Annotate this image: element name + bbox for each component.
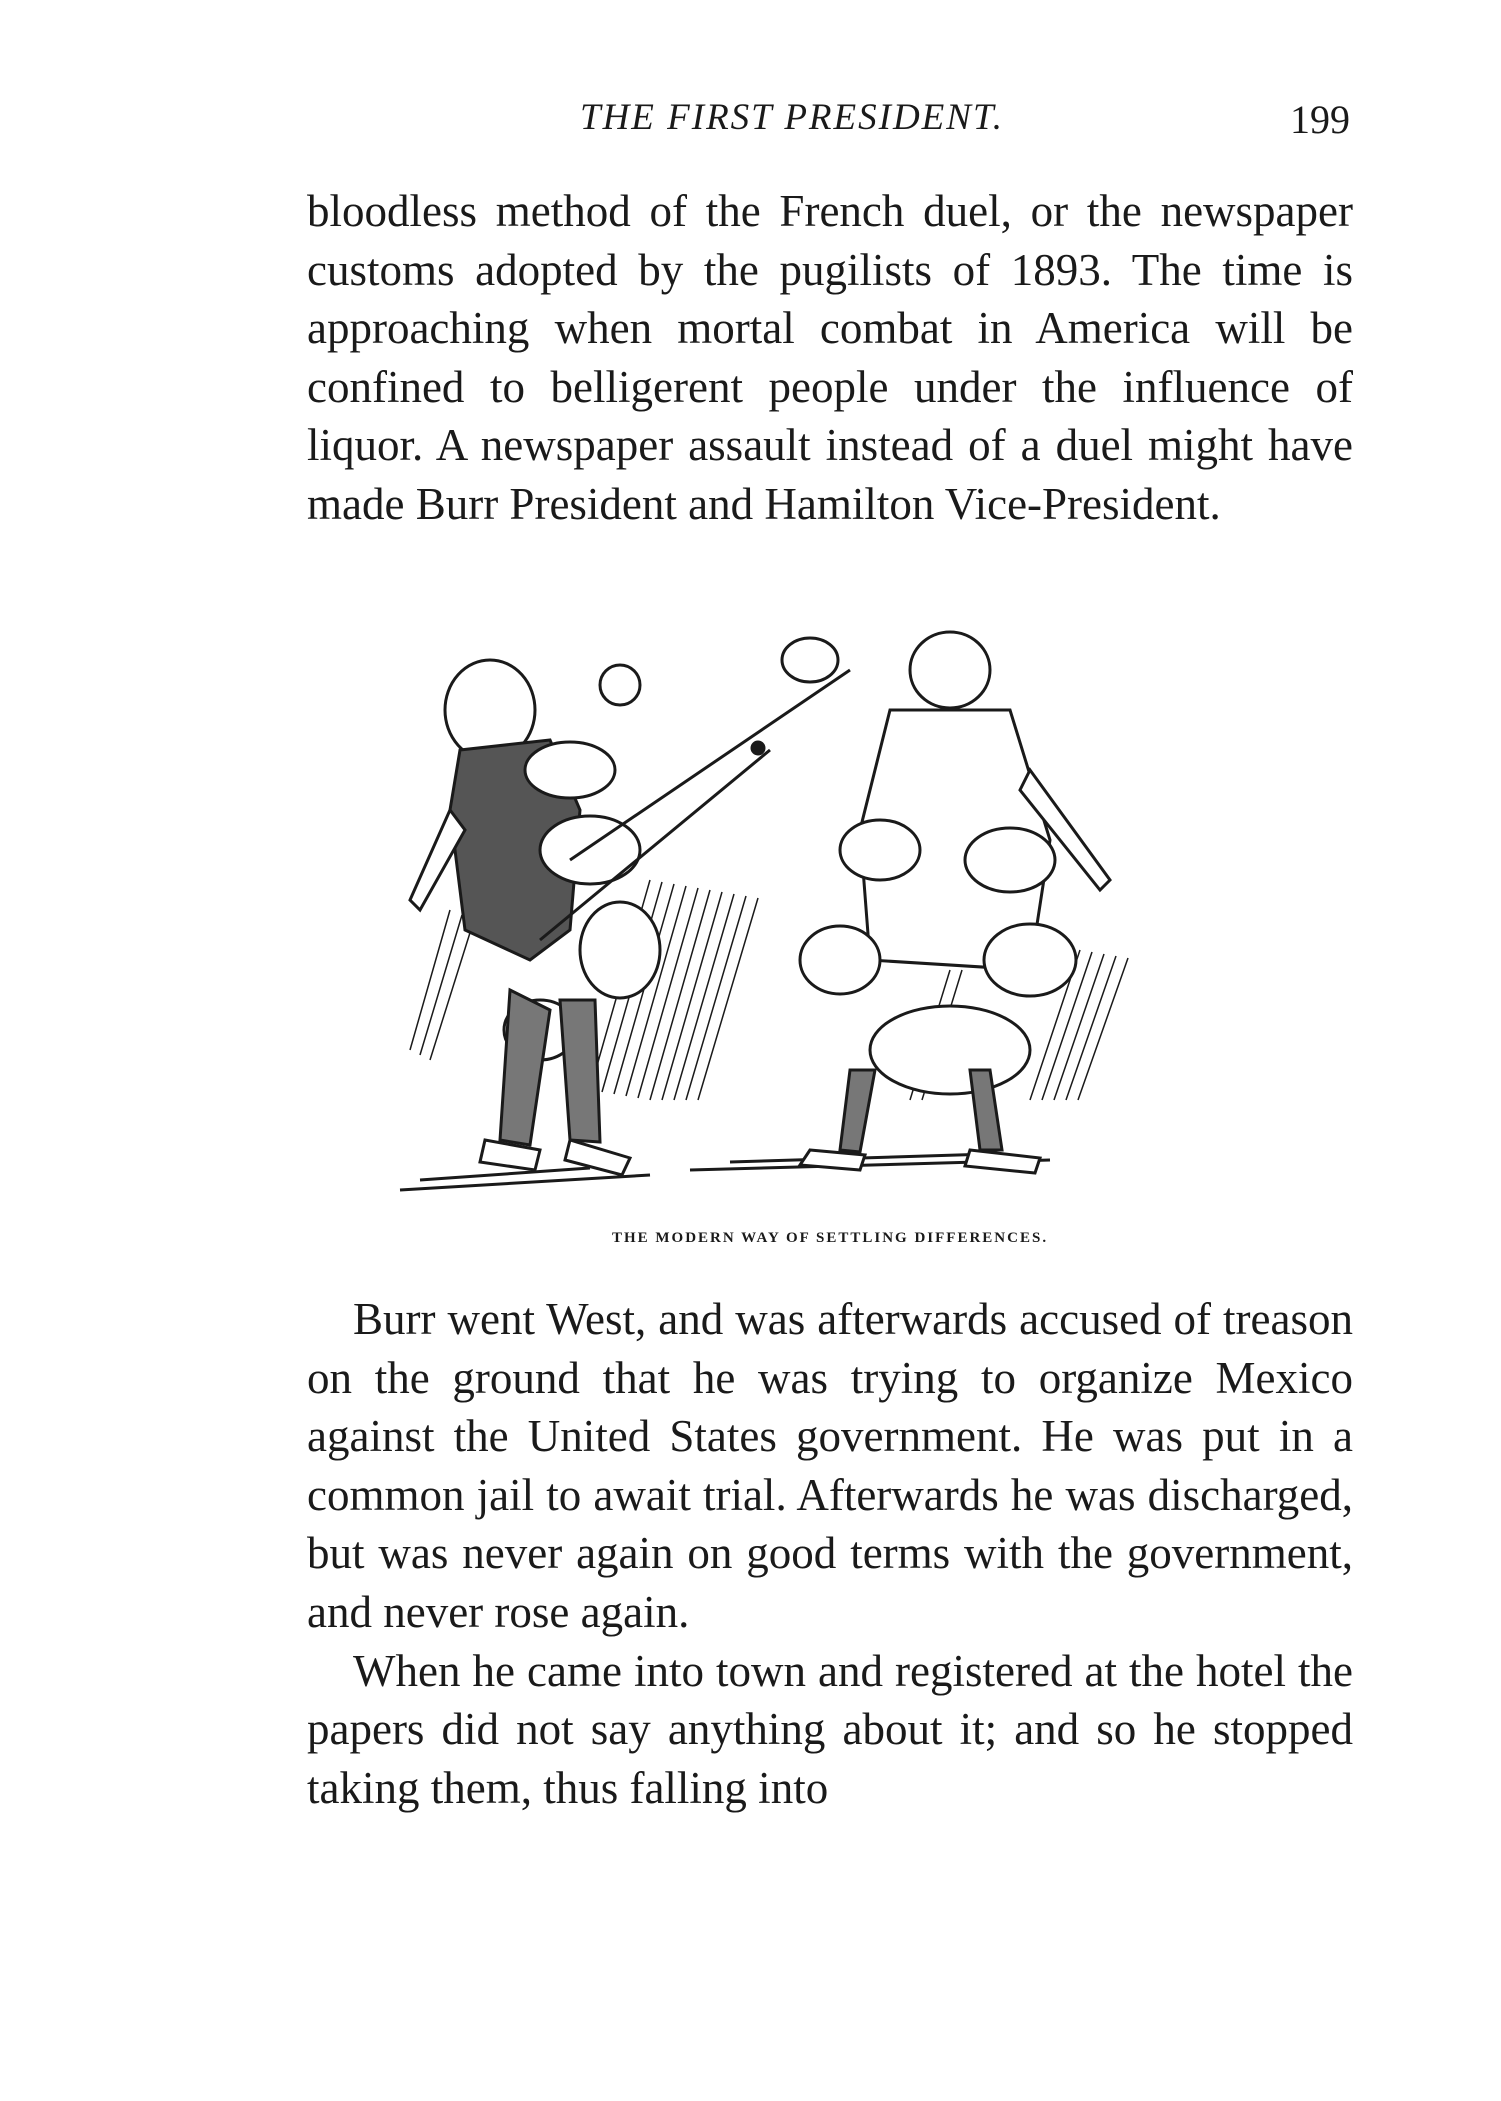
body-text-bottom xyxy=(307,1290,1353,1817)
running-head xyxy=(300,96,1350,146)
fencing-illustration xyxy=(390,630,1170,1210)
figure-caption: THE MODERN WAY OF SETTLING DIFFERENCES. xyxy=(611,1230,1049,1246)
paragraph: Burr went West, and was afterwards accused of treason on the ground that he was trying to organize Mexico against the United States government. He was put in a common jail to await trial. Afterwards he was discharged, but was never again on good terms with the government, and never rose again. xyxy=(307,1294,1353,1637)
right-fencer xyxy=(570,632,1110,1173)
paragraph: When he came into town and registered at the hotel the papers did not say anything about it; and so he stopped taking them, thus falling into xyxy=(307,1645,1353,1813)
running-title: THE FIRST PRESIDENT. xyxy=(580,97,1005,138)
body-text-top xyxy=(307,182,1353,534)
paragraph: bloodless method of the French duel, or the newspaper customs adopted by the pugilists of 1893. The time is approaching when mortal combat in America will be confined to belligerent people under the influence of liquor. A newspaper assault instead of a duel might have made Burr President and Hamilton Vice-President. xyxy=(307,186,1353,529)
left-fencer xyxy=(410,660,770,1175)
illustration-fencers xyxy=(390,630,1170,1210)
page-number: 199 xyxy=(1290,97,1350,142)
